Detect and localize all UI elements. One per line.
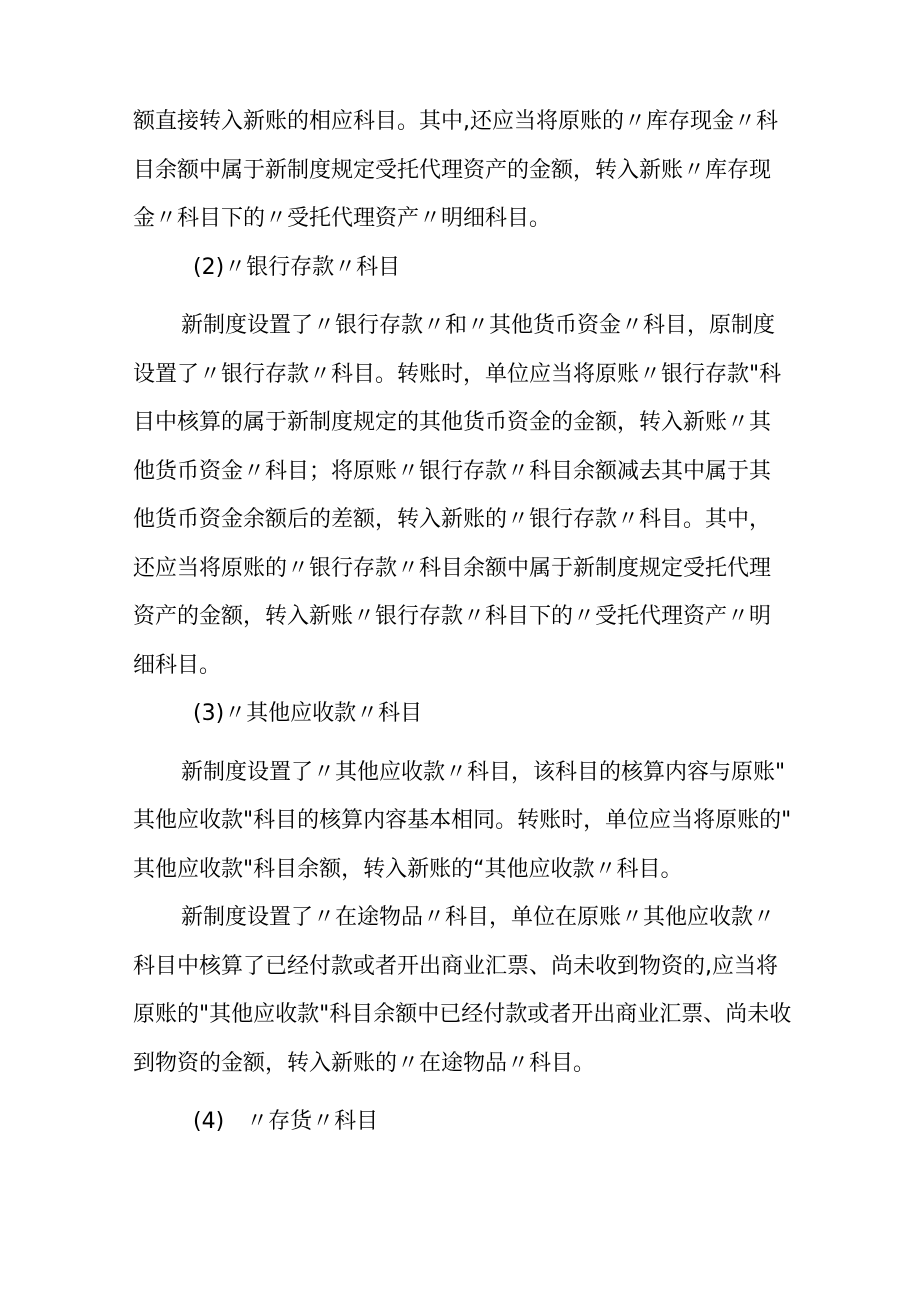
text-line: 资产的金额，转入新账〃银行存款〃科目下的〃受托代理资产〃明 [133,604,772,629]
text-line: 原账的"其他应收款"科目余额中已经付款或者开出商业汇票、尚未收 [133,1002,792,1027]
text-line: 新制度设置了〃银行存款〃和〃其他货币资金〃科目，原制度 [181,313,776,338]
text-line: 金〃科目下的〃受托代理资产〃明细科目。 [133,206,552,231]
text-line: 其他应收款"科目的核算内容基本相同。转账时，单位应当将原账的" [133,808,792,833]
text-line: 到物资的金额，转入新账的〃在途物品〃科目。 [133,1050,596,1076]
text-line: 科目中核算了已经付款或者开出商业汇票、尚未收到物资的,应当将 [133,953,778,979]
text-line: 还应当将原账的〃银行存款〃科目余额中属于新制度规定受托代理 [133,555,772,581]
paragraph-goods-in-transit [133,894,825,1088]
text-line: 设置了〃银行存款〃科目。转账时，单位应当将原账〃银行存款"科 [133,361,782,387]
section-heading-other-receivables: (3)〃其他应收款〃科目 [193,701,423,726]
section-heading-bank-deposit: (2)〃银行存款〃科目 [193,254,401,280]
text-line: 他货币资金余额后的差额，转入新账的〃银行存款〃科目。其中， [133,507,772,532]
text-line: 额直接转入新账的相应科目。其中,还应当将原账的〃库存现金〃科 [133,109,778,134]
paragraph-cash [133,98,825,244]
text-line: 其他应收款"科目余额，转入新账的“其他应收款〃科目。 [133,856,683,882]
text-line: 新制度设置了〃在途物品〃科目，单位在原账〃其他应收款〃 [181,905,776,930]
text-line: 目余额中属于新制度规定受托代理资产的金额，转入新账〃库存现 [133,157,772,183]
text-line: 他货币资金〃科目；将原账〃银行存款〃科目余额减去其中属于其 [133,458,772,484]
text-line: 目中核算的属于新制度规定的其他货币资金的金额，转入新账〃其 [133,410,772,435]
paragraph-bank-deposit [133,302,825,690]
paragraph-other-receivables [133,749,825,895]
text-line: 细科目。 [133,652,222,678]
section-heading-inventory: (4) 〃存货〃科目 [193,1109,379,1134]
text-line: 新制度设置了〃其他应收款〃科目，该科目的核算内容与原账" [181,759,786,785]
